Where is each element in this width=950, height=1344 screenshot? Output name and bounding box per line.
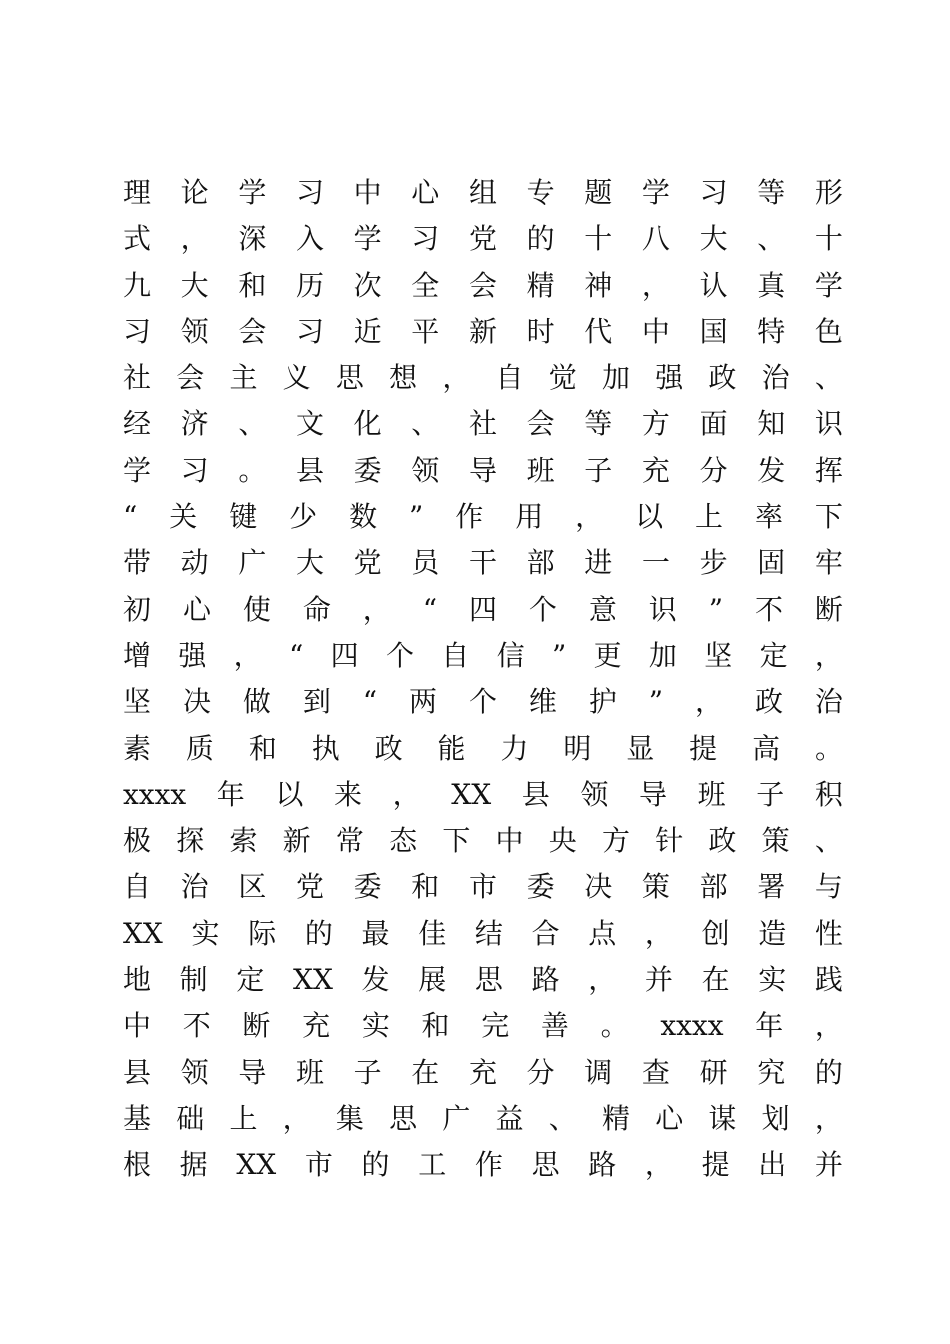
text-line: 中 不 断 充 实 和 完 善 。 xxxx 年 ， xyxy=(123,1009,843,1043)
text-line: 初 心 使 命 ， “ 四 个 意 识 ” 不 断 xyxy=(123,592,843,626)
text-line: 增 强 ， “ 四 个 自 信 ” 更 加 坚 定 ， xyxy=(123,638,843,672)
text-line: 九 大 和 历 次 全 会 精 神 ， 认 真 学 xyxy=(123,268,843,302)
text-line: 经 济 、 文 化 、 社 会 等 方 面 知 识 xyxy=(123,407,843,441)
text-line: 坚 决 做 到 “ 两 个 维 护 ” ， 政 治 xyxy=(123,685,843,719)
text-line: 素 质 和 执 政 能 力 明 显 提 高 。 xyxy=(123,731,843,765)
text-line: XX 实 际 的 最 佳 结 合 点 ， 创 造 性 xyxy=(123,916,843,950)
text-line: 式 ， 深 入 学 习 党 的 十 八 大 、 十 xyxy=(123,222,843,256)
text-line: 基 础 上 ， 集 思 广 益 、 精 心 谋 划 ， xyxy=(123,1101,843,1135)
text-line: xxxx 年 以 来 ， XX 县 领 导 班 子 积 xyxy=(123,777,843,811)
text-line: 极 探 索 新 常 态 下 中 央 方 针 政 策 、 xyxy=(123,824,843,858)
text-line: 习 领 会 习 近 平 新 时 代 中 国 特 色 xyxy=(123,314,843,348)
body-text xyxy=(123,170,843,1189)
text-line: 带 动 广 大 党 员 干 部 进 一 步 固 牢 xyxy=(123,546,843,580)
text-line: 自 治 区 党 委 和 市 委 决 策 部 署 与 xyxy=(123,870,843,904)
text-line: 学 习 。 县 委 领 导 班 子 充 分 发 挥 xyxy=(123,453,843,487)
text-line: “ 关 键 少 数 ” 作 用 ， 以 上 率 下 xyxy=(123,500,843,534)
text-line: 社 会 主 义 思 想 ， 自 觉 加 强 政 治 、 xyxy=(123,361,843,395)
text-line: 理 论 学 习 中 心 组 专 题 学 习 等 形 xyxy=(123,176,843,209)
text-line: 根 据 XX 市 的 工 作 思 路 ， 提 出 并 xyxy=(123,1148,843,1182)
text-line: 地 制 定 XX 发 展 思 路 ， 并 在 实 践 xyxy=(123,963,843,997)
text-line: 县 领 导 班 子 在 充 分 调 查 研 究 的 xyxy=(123,1055,843,1089)
